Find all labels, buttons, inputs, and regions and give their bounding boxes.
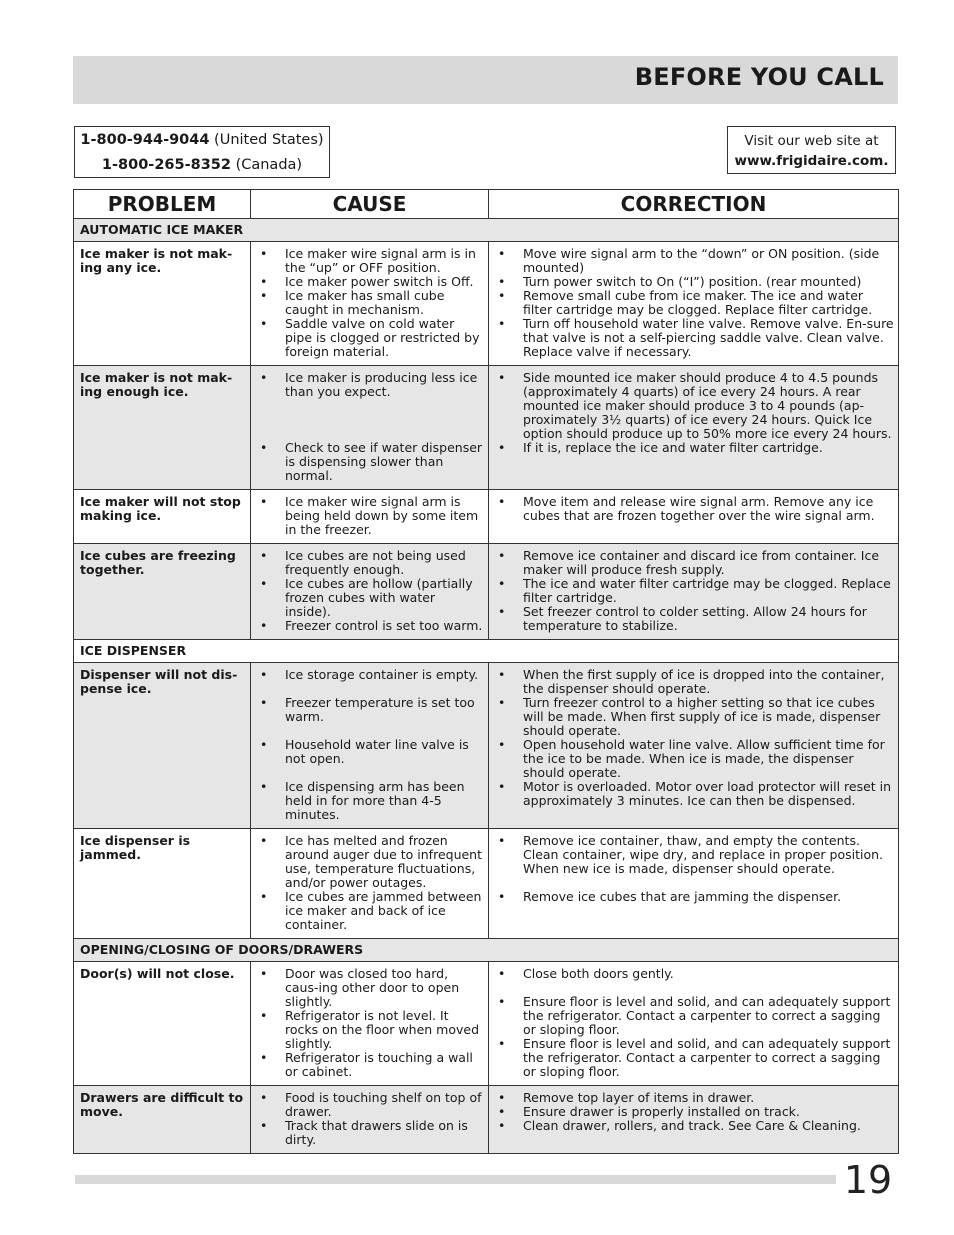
ca-phone-label: (Canada) xyxy=(230,157,303,173)
correction-item: • Close both doors gently. xyxy=(493,967,894,981)
correction-item: • Remove ice container, thaw, and empty the contents. Clean container, wipe dry, and replace in proper position. When new ice is made, dispenser should operate. xyxy=(493,834,894,876)
correction-header: CORRECTION xyxy=(489,190,899,219)
cause-item: • Saddle valve on cold water pipe is clogged or restricted by foreign material. xyxy=(255,317,484,359)
cause-item: • Ice cubes are jammed between ice maker and back of ice container. xyxy=(255,890,484,932)
website-intro: Visit our web site at xyxy=(744,133,879,149)
cause-item: • Ice maker is producing less ice than you expect. xyxy=(255,371,484,399)
ca-phone-line xyxy=(75,153,329,178)
cause-cell xyxy=(251,829,489,939)
correction-item: • When the first supply of ice is dropped into the container, the dispenser should operate. xyxy=(493,668,894,696)
cause-item: • Ice maker wire signal arm is in the “up” or OFF position. xyxy=(255,247,484,275)
correction-cell xyxy=(489,829,899,939)
footer-bar xyxy=(75,1175,897,1184)
cause-cell xyxy=(251,962,489,1086)
cause-item: • Ice dispensing arm has been held in for more than 4-5 minutes. xyxy=(255,780,484,822)
cause-item: • Freezer temperature is set too warm. xyxy=(255,696,484,724)
correction-item: • Clean drawer, rollers, and track. See Care & Cleaning. xyxy=(493,1119,894,1133)
correction-cell xyxy=(489,242,899,366)
website-box xyxy=(727,126,896,174)
correction-item: • The ice and water filter cartridge may be clogged. Replace filter cartridge. xyxy=(493,577,894,605)
cause-cell xyxy=(251,663,489,829)
correction-item: • Move item and release wire signal arm. Remove any ice cubes that are frozen together over the wire signal arm. xyxy=(493,495,894,523)
cause-item: • Refrigerator is not level. It rocks on the floor when moved slightly. xyxy=(255,1009,484,1051)
section-header xyxy=(74,640,899,663)
table-row xyxy=(74,366,899,490)
cause-item: • Ice maker has small cube caught in mechanism. xyxy=(255,289,484,317)
cause-item: • Household water line valve is not open. xyxy=(255,738,484,766)
website-url[interactable]: www.frigidaire.com. xyxy=(734,153,889,169)
section-title: AUTOMATIC ICE MAKER xyxy=(74,219,899,242)
cause-item: • Check to see if water dispenser is dispensing slower than normal. xyxy=(255,441,484,483)
problem-header: PROBLEM xyxy=(74,190,251,219)
correction-cell xyxy=(489,663,899,829)
cause-item: • Track that drawers slide on is dirty. xyxy=(255,1119,484,1147)
cause-cell xyxy=(251,544,489,640)
problem-cell: Ice dispenser is jammed. xyxy=(74,829,251,939)
correction-item: • Turn off household water line valve. Remove valve. En-sure that valve is not a self-piercing saddle valve. Clean valve. Replace valve if necessary. xyxy=(493,317,894,359)
table-row xyxy=(74,1086,899,1154)
cause-item: • Ice maker wire signal arm is being held down by some item in the freezer. xyxy=(255,495,484,537)
problem-cell: Door(s) will not close. xyxy=(74,962,251,1086)
correction-item: • Turn freezer control to a higher setting so that ice cubes will be made. When first supply of ice is made, dispenser should operate. xyxy=(493,696,894,738)
correction-cell xyxy=(489,1086,899,1154)
us-phone-label: (United States) xyxy=(209,132,324,148)
problem-cell: Ice maker will not stop making ice. xyxy=(74,490,251,544)
us-phone-number: 1-800-944-9044 xyxy=(80,132,210,148)
phone-box xyxy=(74,126,330,178)
table-row xyxy=(74,242,899,366)
section-header xyxy=(74,219,899,242)
correction-item: • Remove ice cubes that are jamming the dispenser. xyxy=(493,890,894,904)
cause-cell xyxy=(251,366,489,490)
table-row xyxy=(74,962,899,1086)
problem-cell: Ice maker is not mak-ing any ice. xyxy=(74,242,251,366)
correction-item: • Remove top layer of items in drawer. xyxy=(493,1091,894,1105)
cause-item: • Ice maker power switch is Off. xyxy=(255,275,484,289)
cause-item: • Ice has melted and frozen around auger due to infrequent use, temperature fluctuations, and/or power outages. xyxy=(255,834,484,890)
problem-cell: Dispenser will not dis-pense ice. xyxy=(74,663,251,829)
correction-cell xyxy=(489,490,899,544)
correction-item: • Turn power switch to On (“I”) position. (rear mounted) xyxy=(493,275,894,289)
cause-item: • Ice cubes are not being used frequently enough. xyxy=(255,549,484,577)
correction-item: • If it is, replace the ice and water filter cartridge. xyxy=(493,441,894,455)
problem-cell: Ice cubes are freezing together. xyxy=(74,544,251,640)
correction-cell xyxy=(489,366,899,490)
correction-item: • Ensure drawer is properly installed on track. xyxy=(493,1105,894,1119)
cause-item: • Ice cubes are hollow (partially frozen cubes with water inside). xyxy=(255,577,484,619)
cause-item: • Refrigerator is touching a wall or cabinet. xyxy=(255,1051,484,1079)
section-title: OPENING/CLOSING OF DOORS/DRAWERS xyxy=(74,939,899,962)
table-row xyxy=(74,490,899,544)
cause-item: • Food is touching shelf on top of drawer. xyxy=(255,1091,484,1119)
page-number: 19 xyxy=(836,1158,900,1202)
table-row xyxy=(74,544,899,640)
correction-item: • Ensure floor is level and solid, and can adequately support the refrigerator. Contact a carpenter to correct a sagging or sloping floor. xyxy=(493,995,894,1037)
correction-cell xyxy=(489,962,899,1086)
section-header xyxy=(74,939,899,962)
section-title: ICE DISPENSER xyxy=(74,640,899,663)
cause-header: CAUSE xyxy=(251,190,489,219)
table-row xyxy=(74,663,899,829)
ca-phone-number: 1-800-265-8352 xyxy=(101,157,231,173)
table-row xyxy=(74,829,899,939)
correction-item: • Remove small cube from ice maker. The ice and water filter cartridge may be clogged. Replace filter cartridge. xyxy=(493,289,894,317)
troubleshooting-table xyxy=(73,189,899,1154)
correction-item: • Remove ice container and discard ice from container. Ice maker will produce fresh supply. xyxy=(493,549,894,577)
correction-cell xyxy=(489,544,899,640)
correction-item: • Open household water line valve. Allow sufficient time for the ice to be made. When ice is made, the dispenser should operate. xyxy=(493,738,894,780)
cause-cell xyxy=(251,1086,489,1154)
correction-item: • Motor is overloaded. Motor over load protector will reset in approximately 3 minutes. Ice can then be dispensed. xyxy=(493,780,894,808)
cause-item: • Freezer control is set too warm. xyxy=(255,619,484,633)
cause-item: • Ice storage container is empty. xyxy=(255,668,484,682)
header-bar xyxy=(73,56,898,104)
correction-item: • Ensure floor is level and solid, and can adequately support the refrigerator. Contact a carpenter to correct a sagging or sloping floor. xyxy=(493,1037,894,1079)
problem-cell: Drawers are difficult to move. xyxy=(74,1086,251,1154)
correction-item: • Side mounted ice maker should produce 4 to 4.5 pounds (approximately 4 quarts) of ice every 24 hours. A rear mounted ice maker should produce 3 to 4 pounds (ap-proximately 3½ quarts) of ice every 24 hours. Quick Ice option should produce up to 50% more ice every 24 hours. xyxy=(493,371,894,441)
cause-item: • Door was closed too hard, caus-ing other door to open slightly. xyxy=(255,967,484,1009)
correction-item: • Move wire signal arm to the “down” or ON position. (side mounted) xyxy=(493,247,894,275)
page-title: BEFORE YOU CALL xyxy=(634,63,884,91)
problem-cell: Ice maker is not mak-ing enough ice. xyxy=(74,366,251,490)
us-phone-line xyxy=(75,128,329,153)
correction-item: • Set freezer control to colder setting. Allow 24 hours for temperature to stabilize. xyxy=(493,605,894,633)
cause-cell xyxy=(251,490,489,544)
cause-cell xyxy=(251,242,489,366)
